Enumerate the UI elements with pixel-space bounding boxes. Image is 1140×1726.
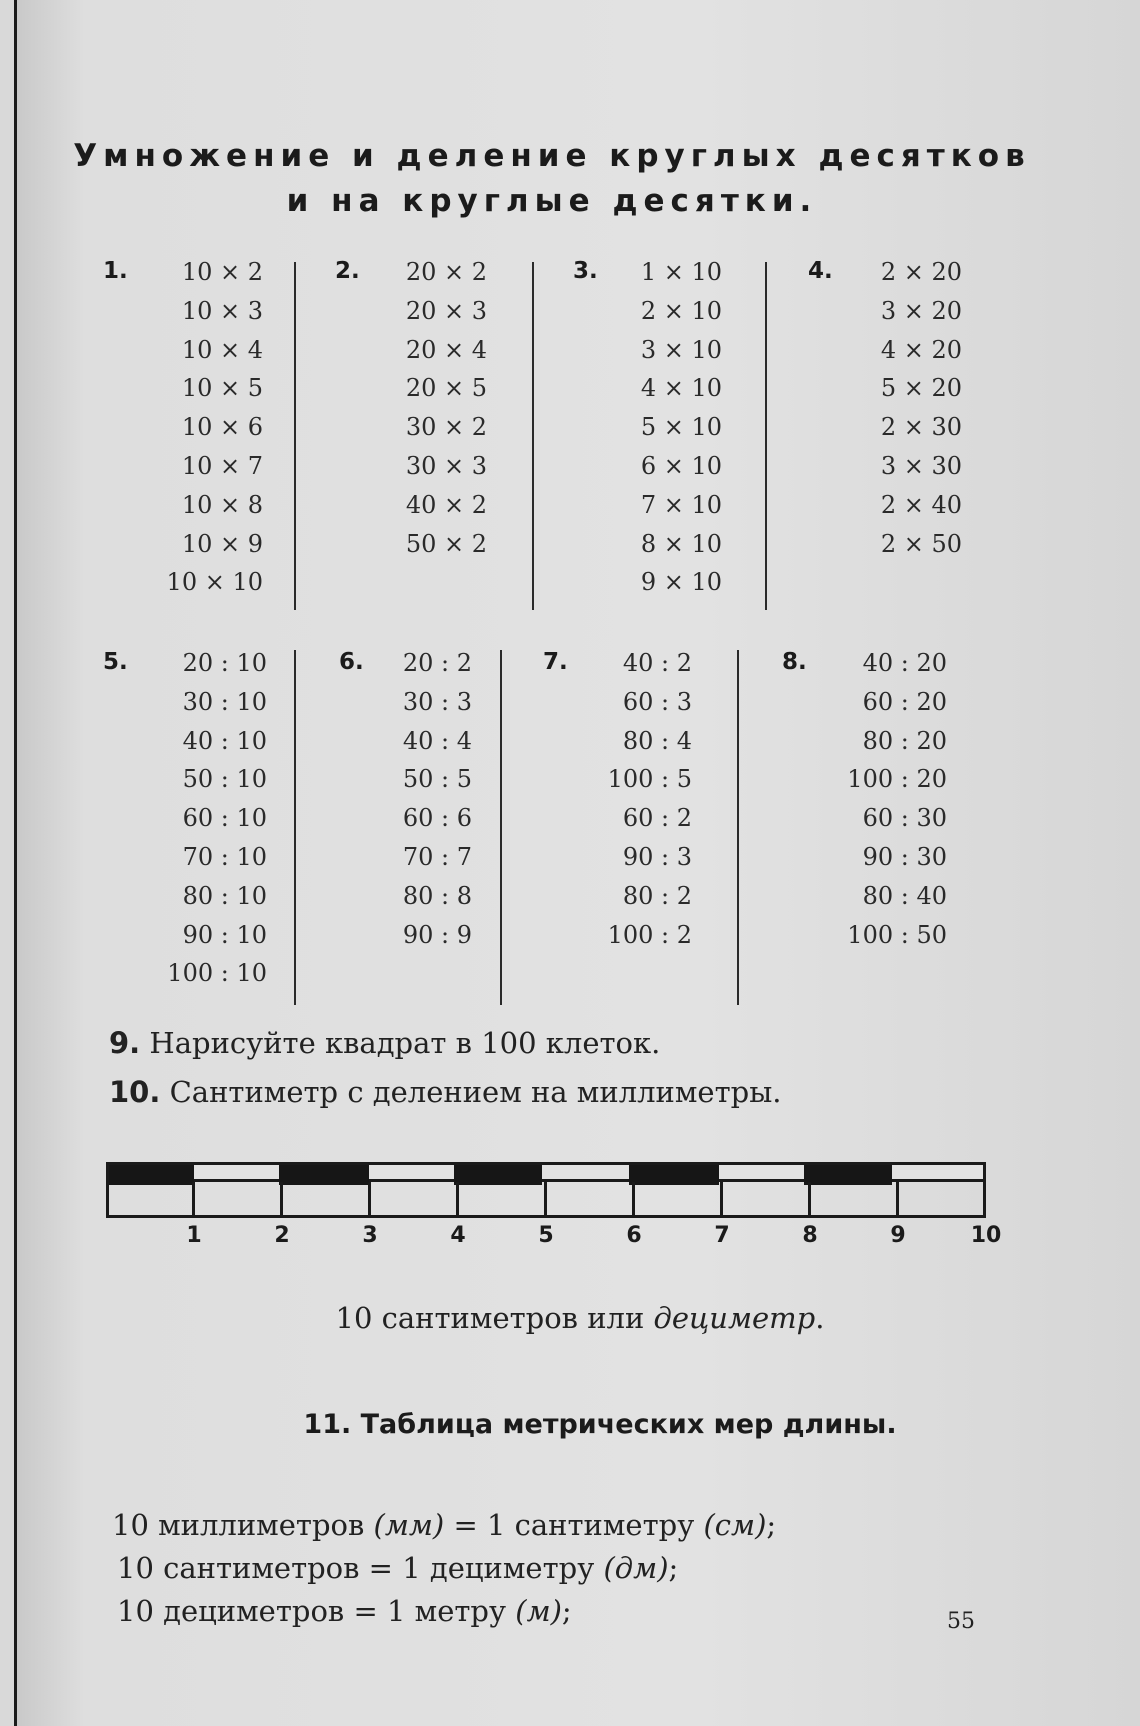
ruler-tick [368, 1182, 371, 1218]
caption-end: . [815, 1301, 825, 1335]
centimeter-ruler [106, 1162, 986, 1218]
exercise-item: 10 × 3 [181, 296, 263, 325]
exercise-item: 30 × 2 [405, 413, 487, 442]
exercise-number: 8. [782, 649, 807, 675]
metric-text: 10 дециметров = 1 метру [117, 1594, 516, 1628]
exercise-item: 30 : 10 [182, 687, 267, 716]
exercise-item: 10 × 4 [181, 335, 263, 364]
exercise-number: 2. [335, 258, 360, 284]
task-text: Нарисуйте квадрат в 100 клеток. [149, 1026, 661, 1060]
exercise-number: 6. [339, 649, 364, 675]
exercise-item: 6 × 10 [640, 452, 722, 480]
exercise-item: 90 : 10 [182, 920, 267, 949]
exercise-item: 90 : 9 [402, 920, 472, 949]
exercise-item: 4 × 10 [640, 374, 722, 403]
exercise-item: 60 : 3 [622, 687, 692, 716]
ruler-label: 2 [274, 1223, 290, 1248]
caption-term: дециметр [653, 1301, 816, 1335]
exercise-item: 2 × 30 [880, 413, 962, 442]
exercise-item: 30 : 3 [402, 687, 472, 716]
metric-text: ; [766, 1508, 777, 1542]
exercise-item: 100 : 5 [607, 765, 692, 794]
exercise-item: 90 : 3 [622, 843, 692, 871]
exercise-item: 40 : 2 [622, 649, 692, 677]
exercise-item: 100 : 20 [847, 765, 947, 794]
ruler-label: 8 [802, 1223, 818, 1248]
exercise-item: 80 : 2 [622, 881, 692, 910]
exercise-item: 20 × 2 [405, 258, 487, 286]
metric-text: ; [668, 1551, 679, 1585]
column-divider [532, 262, 534, 610]
page-number: 55 [947, 1609, 975, 1634]
exercise-number: 4. [808, 258, 833, 284]
ruler-label: 9 [890, 1223, 906, 1248]
exercise-item: 40 : 4 [402, 726, 472, 755]
book-page [14, 0, 1140, 1726]
exercise-item: 50 × 2 [405, 529, 487, 558]
ruler-tick [632, 1182, 635, 1218]
exercise-item: 20 : 2 [402, 649, 472, 677]
exercise-item: 20 × 3 [405, 296, 487, 325]
exercise-item: 9 × 10 [640, 568, 722, 597]
exercise-item: 10 × 5 [181, 374, 263, 403]
exercise-item: 5 × 20 [880, 374, 962, 403]
exercise-item: 20 × 4 [405, 335, 487, 364]
exercise-item: 80 : 20 [862, 726, 947, 755]
ruler-tick [720, 1182, 723, 1218]
task-text: Сантиметр с делением на миллиметры. [169, 1075, 782, 1109]
ruler-label: 10 [970, 1223, 1002, 1248]
exercise-item: 5 × 10 [640, 413, 722, 442]
column-divider [294, 650, 296, 1005]
ruler-label: 5 [538, 1223, 554, 1248]
exercise-item: 100 : 10 [167, 959, 267, 988]
task-11-heading: 11. Таблица метрических мер длины. [303, 1409, 897, 1440]
exercise-number: 7. [543, 649, 568, 675]
exercise-item: 80 : 4 [622, 726, 692, 755]
exercise-number: 1. [103, 258, 128, 284]
exercise-item: 60 : 20 [862, 687, 947, 716]
task-number: 10. [109, 1075, 161, 1109]
ruler-tick [808, 1182, 811, 1218]
section-title-line1: Умножение и деление круглых десятков [73, 138, 1031, 174]
ruler-label: 1 [186, 1223, 202, 1248]
exercise-item: 10 × 8 [181, 490, 263, 519]
column-divider [500, 650, 502, 1005]
exercise-item: 80 : 40 [862, 881, 947, 910]
task-10 [109, 1075, 782, 1109]
ruler-caption [17, 1301, 1140, 1335]
exercise-item: 10 × 6 [181, 413, 263, 442]
exercise-number: 3. [573, 258, 598, 284]
exercise-item: 40 : 20 [862, 649, 947, 677]
task-9 [109, 1026, 660, 1060]
metric-unit: (мм) [373, 1508, 445, 1542]
exercise-item: 60 : 10 [182, 804, 267, 833]
ruler-tick [456, 1182, 459, 1218]
metric-unit: (дм) [603, 1551, 669, 1585]
exercise-item: 10 × 7 [181, 452, 263, 480]
exercise-item: 2 × 40 [880, 490, 962, 519]
exercise-item: 2 × 50 [880, 529, 962, 558]
exercise-item: 40 : 10 [182, 726, 267, 755]
task-number: 9. [109, 1026, 141, 1060]
metric-unit: (м) [515, 1594, 562, 1628]
exercise-item: 30 × 3 [405, 452, 487, 480]
exercise-item: 3 × 20 [880, 296, 962, 325]
exercise-item: 1 × 10 [640, 258, 722, 286]
column-divider [737, 650, 739, 1005]
exercise-item: 8 × 10 [640, 529, 722, 558]
exercise-item: 80 : 8 [402, 881, 472, 910]
exercise-item: 70 : 10 [182, 843, 267, 871]
exercise-item: 70 : 7 [402, 843, 472, 871]
exercise-item: 2 × 10 [640, 296, 722, 325]
metric-line-2 [117, 1551, 678, 1585]
exercise-item: 20 × 5 [405, 374, 487, 403]
exercise-item: 60 : 6 [402, 804, 472, 833]
exercise-item: 3 × 10 [640, 335, 722, 364]
column-divider [765, 262, 767, 610]
metric-unit: (см) [703, 1508, 767, 1542]
metric-text: 10 миллиметров [112, 1508, 374, 1542]
exercise-item: 20 : 10 [182, 649, 267, 677]
metric-text: = 1 сантиметру [444, 1508, 704, 1542]
exercise-item: 3 × 30 [880, 452, 962, 480]
column-divider [294, 262, 296, 610]
exercise-item: 50 : 10 [182, 765, 267, 794]
metric-line-1 [112, 1508, 776, 1542]
ruler-tick [192, 1182, 195, 1218]
exercise-item: 40 × 2 [405, 490, 487, 519]
ruler-top-band [106, 1162, 986, 1182]
exercise-item: 60 : 30 [862, 804, 947, 833]
exercise-item: 50 : 5 [402, 765, 472, 794]
exercise-item: 10 × 9 [181, 529, 263, 558]
exercise-item: 100 : 50 [847, 920, 947, 949]
ruler-tick [896, 1182, 899, 1218]
exercise-number: 5. [103, 649, 128, 675]
exercise-item: 90 : 30 [862, 843, 947, 871]
exercise-item: 4 × 20 [880, 335, 962, 364]
exercise-item: 100 : 2 [607, 920, 692, 949]
metric-text: 10 сантиметров = 1 дециметру [117, 1551, 604, 1585]
ruler-label: 3 [362, 1223, 378, 1248]
section-title-line2: и на круглые десятки. [286, 183, 818, 219]
exercise-item: 80 : 10 [182, 881, 267, 910]
ruler-label: 6 [626, 1223, 642, 1248]
exercise-item: 10 × 10 [166, 568, 263, 597]
ruler-label: 7 [714, 1223, 730, 1248]
metric-line-3 [117, 1594, 572, 1628]
ruler-label: 4 [450, 1223, 466, 1248]
metric-text: ; [561, 1594, 572, 1628]
ruler-tick [280, 1182, 283, 1218]
exercise-item: 7 × 10 [640, 490, 722, 519]
exercise-item: 10 × 2 [181, 258, 263, 286]
caption-text: 10 сантиметров или [335, 1301, 654, 1335]
exercise-item: 2 × 20 [880, 258, 962, 286]
ruler-tick [544, 1182, 547, 1218]
exercise-item: 60 : 2 [622, 804, 692, 833]
